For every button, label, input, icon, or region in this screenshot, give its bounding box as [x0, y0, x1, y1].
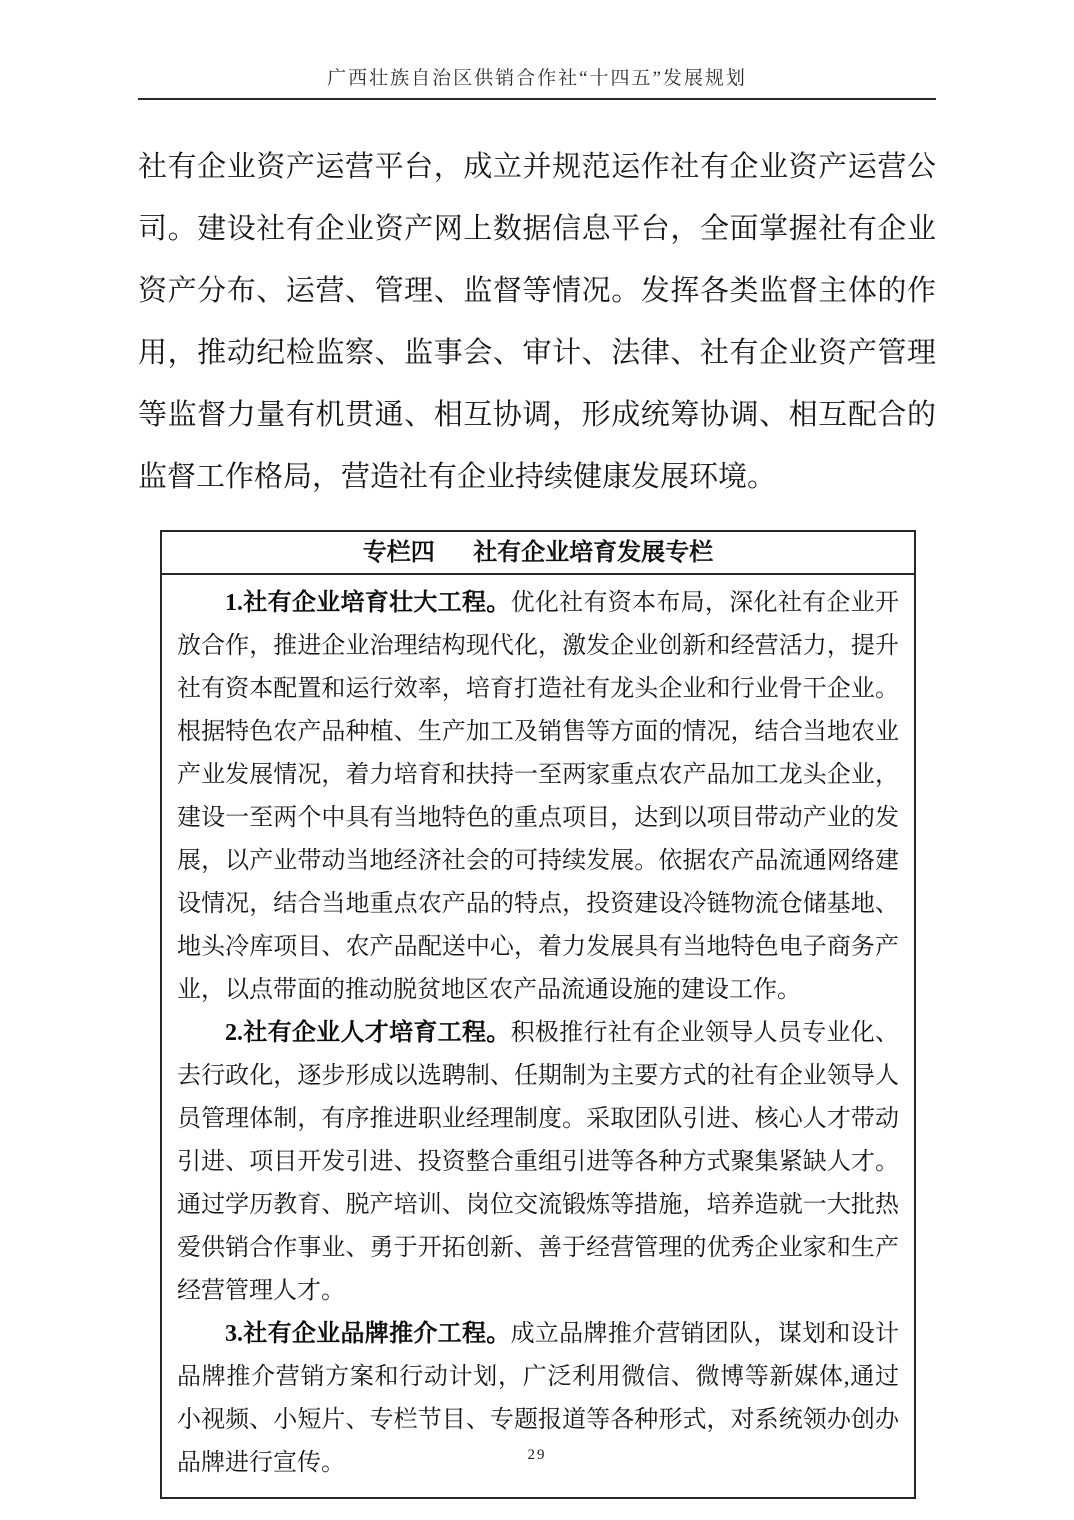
- feature-box-header: [162, 532, 914, 575]
- box-paragraph-2-text: 积极推行社有企业领导人员专业化、去行政化，逐步形成以选聘制、任期制为主要方式的社有企业领导人员管理体制，有序推进职业经理制度。采取团队引进、核心人才带动引进、项目开发引进、投资整合重组引进等各种方式聚集紧缺人才。通过学历教育、脱产培训、岗位交流锻炼等措施，培养造就一大批热爱供销合作事业、勇于开拓创新、善于经营管理的优秀企业家和生产经营管理人才。: [177, 1020, 900, 1304]
- page-footer: [0, 1446, 1074, 1464]
- page-body: [138, 100, 936, 1499]
- body-paragraph: 社有企业资产运营平台，成立并规范运作社有企业资产运营公司。建设社有企业资产网上数据信息平台，全面掌握社有企业资产分布、运营、管理、监督等情况。发挥各类监督主体的作用，推动纪检监察、监事会、审计、法律、社有企业资产管理等监督力量有机贯通、相互协调，形成统筹协调、相互配合的监督工作格局，营造社有企业持续健康发展环境。: [138, 151, 936, 493]
- page-header: [138, 0, 936, 100]
- feature-box-label: 专栏四: [362, 540, 435, 566]
- page-number: 29: [527, 1447, 547, 1463]
- box-paragraph-1-text: 优化社有资本布局，深化社有企业开放合作，推进企业治理结构现代化，激发企业创新和经营活力，提升社有资本配置和运行效率，培育打造社有龙头企业和行业骨干企业。根据特色农产品种植、生产加工及销售等方面的情况，结合当地农业产业发展情况，着力培育和扶持一至两家重点农产品加工龙头企业，建设一至两个中具有当地特色的重点项目，达到以项目带动产业的发展，以产业带动当地经济社会的可持续发展。依据农产品流通网络建设情况，结合当地重点农产品的特点，投资建设冷链物流仓储基地、地头冷库项目、农产品配送中心，着力发展具有当地特色电子商务产业，以点带面的推动脱贫地区农产品流通设施的建设工作。: [177, 590, 900, 1003]
- box-paragraph-3-text: 成立品牌推介营销团队，谋划和设计品牌推介营销方案和行动计划，广泛利用微信、微博等新媒体,通过小视频、小短片、专栏节目、专题报道等各种形式，对系统领办创办品牌进行宣传。: [177, 1321, 900, 1476]
- feature-box-title: 社有企业培育发展专栏: [473, 540, 714, 566]
- header-title: 广西壮族自治区供销合作社“十四五”发展规划: [327, 68, 747, 89]
- box-paragraph-2-lead: 2.社有企业人才培育工程。: [225, 1020, 511, 1046]
- feature-box: [160, 530, 916, 1499]
- box-paragraph-1: [177, 582, 899, 1012]
- feature-box-content: [162, 575, 914, 1497]
- box-paragraph-2: [177, 1012, 899, 1313]
- box-paragraph-1-lead: 1.社有企业培育壮大工程。: [225, 590, 511, 616]
- box-paragraph-3-lead: 3.社有企业品牌推介工程。: [225, 1321, 511, 1347]
